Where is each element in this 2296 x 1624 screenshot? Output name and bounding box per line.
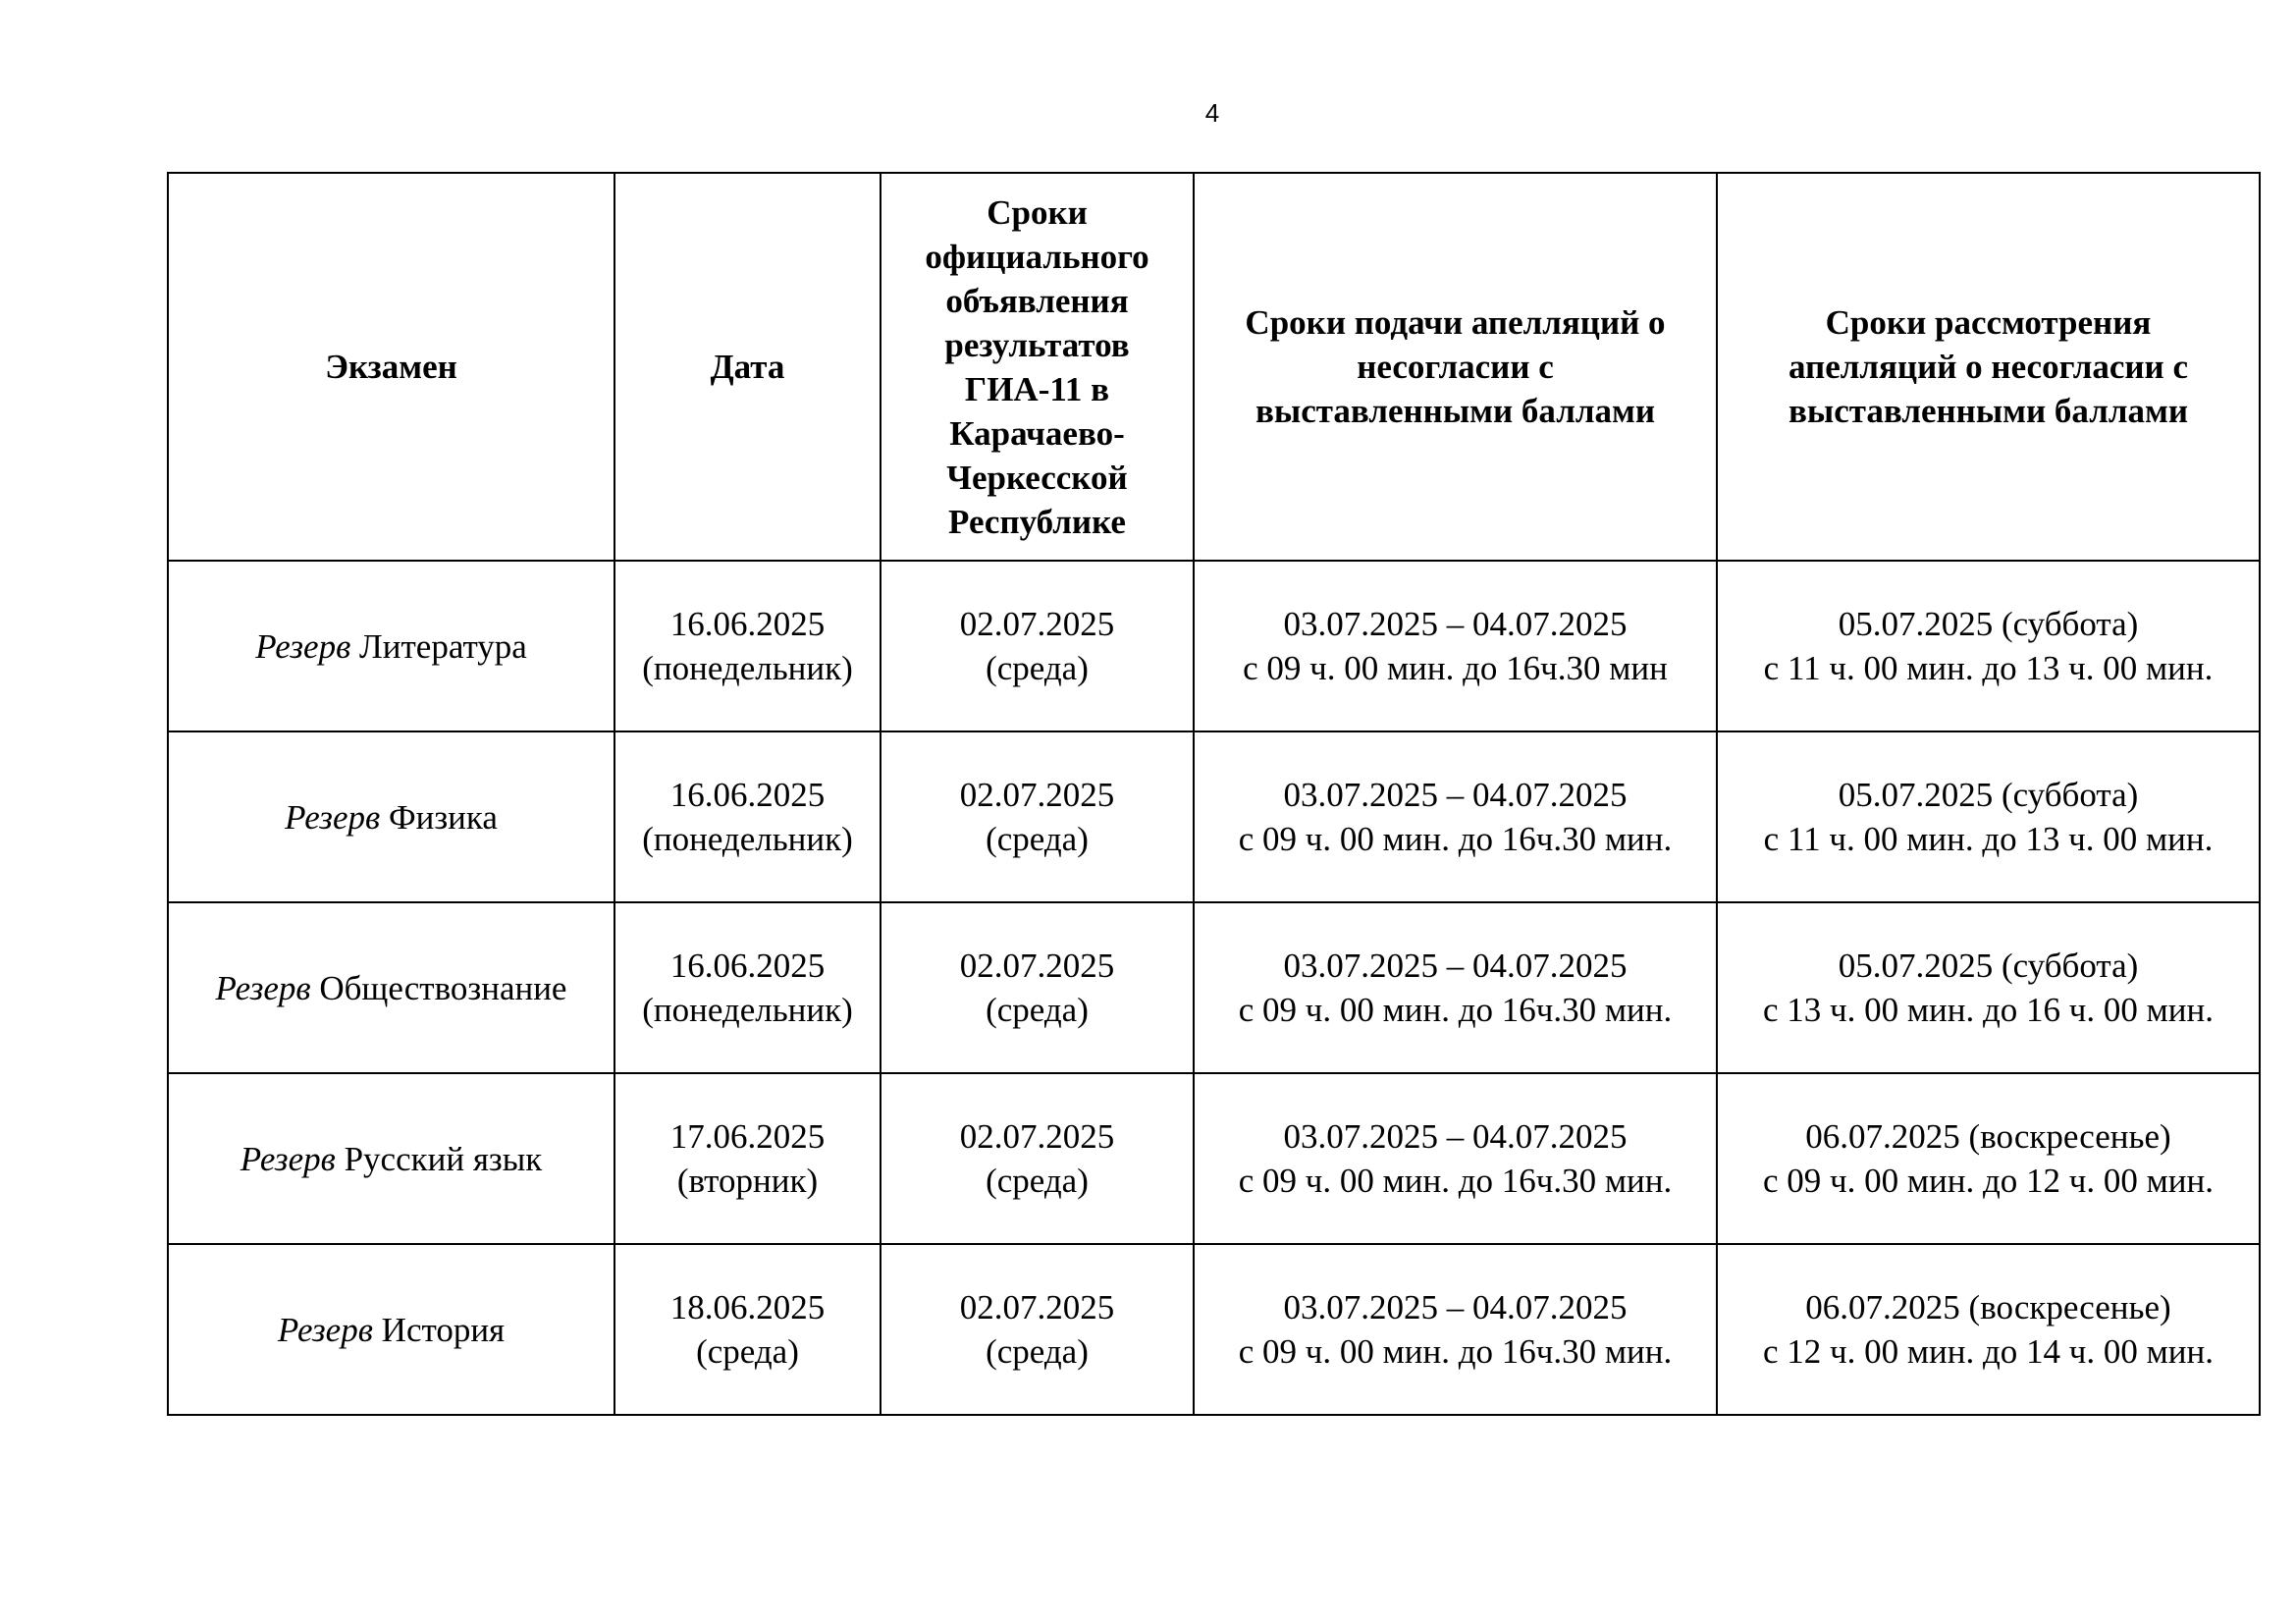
header-review-line: Сроки рассмотрения xyxy=(1825,303,2152,342)
exam-date: 16.06.2025 xyxy=(669,605,826,643)
header-submit-line: несогласии с xyxy=(1357,348,1554,386)
submit-range: 03.07.2025 – 04.07.2025 xyxy=(1283,947,1628,985)
cell-results xyxy=(881,1073,1194,1244)
submit-time: с 09 ч. 00 мин. до 16ч.30 мин. xyxy=(1238,820,1673,858)
exam-day: (вторник) xyxy=(676,1162,819,1200)
review-time: с 12 ч. 00 мин. до 14 ч. 00 мин. xyxy=(1762,1332,2215,1371)
cell-exam xyxy=(168,1073,614,1244)
cell-exam xyxy=(168,561,614,731)
submit-time: с 09 ч. 00 мин. до 16ч.30 мин xyxy=(1243,649,1668,687)
header-results xyxy=(881,173,1194,561)
header-results-line: объявления xyxy=(945,281,1129,320)
exam-day: (среда) xyxy=(696,1332,799,1371)
cell-review xyxy=(1717,731,2260,902)
header-results-line: ГИА-11 в xyxy=(964,369,1110,408)
cell-submit xyxy=(1194,902,1717,1073)
cell-results xyxy=(881,561,1194,731)
cell-results xyxy=(881,1244,1194,1415)
exam-prefix: Резерв xyxy=(277,1310,373,1349)
header-date-label: Дата xyxy=(710,348,785,386)
review-date: 06.07.2025 (воскресенье) xyxy=(1805,1288,2171,1326)
review-date: 05.07.2025 (суббота) xyxy=(1838,776,2139,814)
header-submit xyxy=(1194,173,1717,561)
cell-date xyxy=(614,902,881,1073)
header-date xyxy=(614,173,881,561)
exam-date: 16.06.2025 xyxy=(669,947,826,985)
table-row xyxy=(168,731,2260,902)
cell-date xyxy=(614,731,881,902)
submit-time: с 09 ч. 00 мин. до 16ч.30 мин. xyxy=(1238,1332,1673,1371)
results-day: (среда) xyxy=(986,820,1089,858)
exam-subject: Обществознание xyxy=(319,968,567,1007)
header-exam-label: Экзамен xyxy=(325,348,457,386)
exam-subject: Русский язык xyxy=(344,1139,543,1178)
header-review-line: апелляций о несогласии с xyxy=(1788,348,2188,386)
results-day: (среда) xyxy=(986,991,1089,1029)
exam-prefix: Резерв xyxy=(255,626,351,666)
results-date: 02.07.2025 xyxy=(959,1117,1115,1156)
table-row xyxy=(168,561,2260,731)
table-row xyxy=(168,902,2260,1073)
header-submit-line: Сроки подачи апелляций о xyxy=(1245,303,1666,342)
submit-range: 03.07.2025 – 04.07.2025 xyxy=(1283,605,1628,643)
exam-prefix: Резерв xyxy=(215,968,311,1007)
cell-submit xyxy=(1194,561,1717,731)
exam-prefix: Резерв xyxy=(240,1139,336,1178)
cell-submit xyxy=(1194,1073,1717,1244)
cell-submit xyxy=(1194,731,1717,902)
header-exam xyxy=(168,173,614,561)
results-date: 02.07.2025 xyxy=(959,605,1115,643)
cell-exam xyxy=(168,1244,614,1415)
results-day: (среда) xyxy=(986,649,1089,687)
cell-exam xyxy=(168,902,614,1073)
exam-day: (понедельник) xyxy=(642,649,853,687)
header-results-line: Карачаево- xyxy=(949,413,1125,453)
review-time: с 13 ч. 00 мин. до 16 ч. 00 мин. xyxy=(1762,991,2215,1029)
table-header-row xyxy=(168,173,2260,561)
cell-review xyxy=(1717,561,2260,731)
cell-results xyxy=(881,731,1194,902)
header-results-line: Черкесской xyxy=(946,458,1128,497)
submit-time: с 09 ч. 00 мин. до 16ч.30 мин. xyxy=(1238,991,1673,1029)
results-date: 02.07.2025 xyxy=(959,776,1115,814)
results-date: 02.07.2025 xyxy=(959,1288,1115,1326)
results-date: 02.07.2025 xyxy=(959,947,1115,985)
cell-date xyxy=(614,1244,881,1415)
exam-subject: История xyxy=(381,1310,506,1349)
submit-time: с 09 ч. 00 мин. до 16ч.30 мин. xyxy=(1238,1162,1673,1200)
review-date: 06.07.2025 (воскресенье) xyxy=(1805,1117,2171,1156)
exam-day: (понедельник) xyxy=(642,820,853,858)
exam-prefix: Резерв xyxy=(285,797,381,837)
header-results-line: официального xyxy=(925,237,1149,276)
cell-results xyxy=(881,902,1194,1073)
header-results-line: результатов xyxy=(944,325,1130,364)
header-review xyxy=(1717,173,2260,561)
header-submit-line: выставленными баллами xyxy=(1255,392,1655,430)
review-time: с 09 ч. 00 мин. до 12 ч. 00 мин. xyxy=(1762,1162,2215,1200)
exam-date: 18.06.2025 xyxy=(669,1288,826,1326)
submit-range: 03.07.2025 – 04.07.2025 xyxy=(1283,776,1628,814)
results-day: (среда) xyxy=(986,1332,1089,1371)
exam-subject: Физика xyxy=(388,797,498,837)
cell-date xyxy=(614,561,881,731)
page-number: 4 xyxy=(1204,98,1220,128)
submit-range: 03.07.2025 – 04.07.2025 xyxy=(1283,1117,1628,1156)
table-row xyxy=(168,1073,2260,1244)
header-results-line: Сроки xyxy=(987,192,1088,232)
review-time: с 11 ч. 00 мин. до 13 ч. 00 мин. xyxy=(1763,649,2214,687)
appeals-schedule-table xyxy=(167,172,2261,1416)
cell-submit xyxy=(1194,1244,1717,1415)
header-results-line: Республике xyxy=(948,502,1126,541)
cell-review xyxy=(1717,902,2260,1073)
exam-date: 17.06.2025 xyxy=(669,1117,826,1156)
review-time: с 11 ч. 00 мин. до 13 ч. 00 мин. xyxy=(1763,820,2214,858)
review-date: 05.07.2025 (суббота) xyxy=(1838,947,2139,985)
submit-range: 03.07.2025 – 04.07.2025 xyxy=(1283,1288,1628,1326)
cell-review xyxy=(1717,1073,2260,1244)
results-day: (среда) xyxy=(986,1162,1089,1200)
header-review-line: выставленными баллами xyxy=(1789,392,2188,430)
exam-subject: Литература xyxy=(359,626,527,666)
cell-exam xyxy=(168,731,614,902)
cell-review xyxy=(1717,1244,2260,1415)
review-date: 05.07.2025 (суббота) xyxy=(1838,605,2139,643)
exam-date: 16.06.2025 xyxy=(669,776,826,814)
exam-day: (понедельник) xyxy=(642,991,853,1029)
cell-date xyxy=(614,1073,881,1244)
table-row xyxy=(168,1244,2260,1415)
